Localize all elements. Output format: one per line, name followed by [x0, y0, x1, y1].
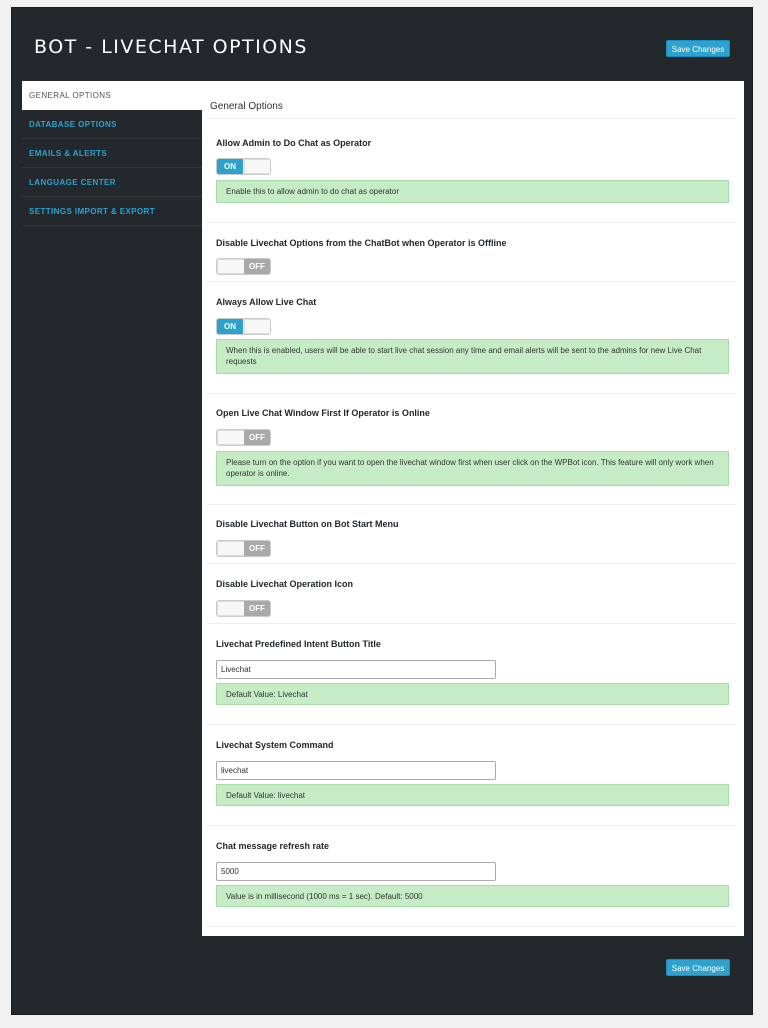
toggle-knob — [217, 601, 245, 616]
divider — [207, 623, 736, 624]
sidebar-item-database-options[interactable]: DATABASE OPTIONS — [22, 110, 202, 139]
toggle-state: OFF — [244, 259, 270, 274]
option-label-open-window-first: Open Live Chat Window First If Operator is Online — [216, 408, 430, 418]
help-note-refresh-rate: Value is in millisecond (1000 ms = 1 sec). Default: 5000 — [216, 885, 729, 907]
content-area — [202, 81, 744, 936]
toggle-open-window-first[interactable] — [216, 429, 271, 446]
divider — [207, 926, 736, 927]
help-note-system-command: Default Value: livechat — [216, 784, 729, 806]
help-note-intent-title: Default Value: Livechat — [216, 683, 729, 705]
sidebar-item-emails-alerts[interactable]: EMAILS & ALERTS — [22, 139, 202, 168]
toggle-state: OFF — [244, 430, 270, 445]
system-command-input[interactable]: livechat — [216, 761, 496, 780]
sidebar-item-general-options[interactable]: GENERAL OPTIONS — [22, 81, 202, 110]
page-title: BOT - LIVECHAT OPTIONS — [34, 36, 308, 58]
option-label-refresh-rate: Chat message refresh rate — [216, 841, 330, 851]
option-label-admin-chat: Allow Admin to Do Chat as Operator — [216, 138, 372, 148]
sidebar-item-language-center[interactable]: LANGUAGE CENTER — [22, 168, 202, 197]
toggle-knob — [217, 541, 245, 556]
sidebar-item-settings-import-export[interactable]: SETTINGS IMPORT & EXPORT — [22, 197, 202, 226]
option-label-disable-icon: Disable Livechat Operation Icon — [216, 579, 354, 589]
toggle-knob — [244, 159, 271, 174]
section-title: General Options — [210, 101, 283, 112]
help-note-open-window-first: Please turn on the option if you want to open the livechat window first when user click on the WPBot icon. This feature will only work when operator is online. — [216, 451, 729, 486]
toggle-knob — [217, 430, 245, 445]
option-label-disable-button: Disable Livechat Button on Bot Start Menu — [216, 519, 399, 529]
divider — [207, 222, 736, 223]
intent-title-input[interactable]: Livechat — [216, 660, 496, 679]
divider — [207, 281, 736, 282]
toggle-disable-button[interactable] — [216, 540, 271, 557]
toggle-state: ON — [217, 159, 243, 174]
divider — [207, 118, 736, 119]
options-panel — [11, 7, 753, 1015]
help-note-admin-chat: Enable this to allow admin to do chat as operator — [216, 180, 729, 203]
toggle-state: OFF — [244, 541, 270, 556]
refresh-rate-input[interactable]: 5000 — [216, 862, 496, 881]
divider — [207, 504, 736, 505]
option-label-disable-offline: Disable Livechat Options from the ChatBot when Operator is Offline — [216, 238, 507, 248]
toggle-knob — [244, 319, 271, 334]
save-changes-button-bottom[interactable]: Save Changes — [666, 959, 730, 976]
toggle-admin-chat[interactable] — [216, 158, 271, 175]
option-label-always-allow: Always Allow Live Chat — [216, 297, 317, 307]
option-label-system-command: Livechat System Command — [216, 740, 334, 750]
toggle-always-allow[interactable] — [216, 318, 271, 335]
toggle-disable-icon[interactable] — [216, 600, 271, 617]
divider — [207, 563, 736, 564]
divider — [207, 724, 736, 725]
toggle-state: ON — [217, 319, 243, 334]
toggle-state: OFF — [244, 601, 270, 616]
toggle-disable-offline[interactable] — [216, 258, 271, 275]
divider — [207, 393, 736, 394]
sidebar — [22, 81, 202, 226]
save-changes-button-top[interactable]: Save Changes — [666, 40, 730, 57]
help-note-always-allow: When this is enabled, users will be able to start live chat session any time and email alerts will be sent to the admins for new Live Chat requests — [216, 339, 729, 374]
toggle-knob — [217, 259, 245, 274]
option-label-intent-title: Livechat Predefined Intent Button Title — [216, 639, 381, 649]
divider — [207, 825, 736, 826]
